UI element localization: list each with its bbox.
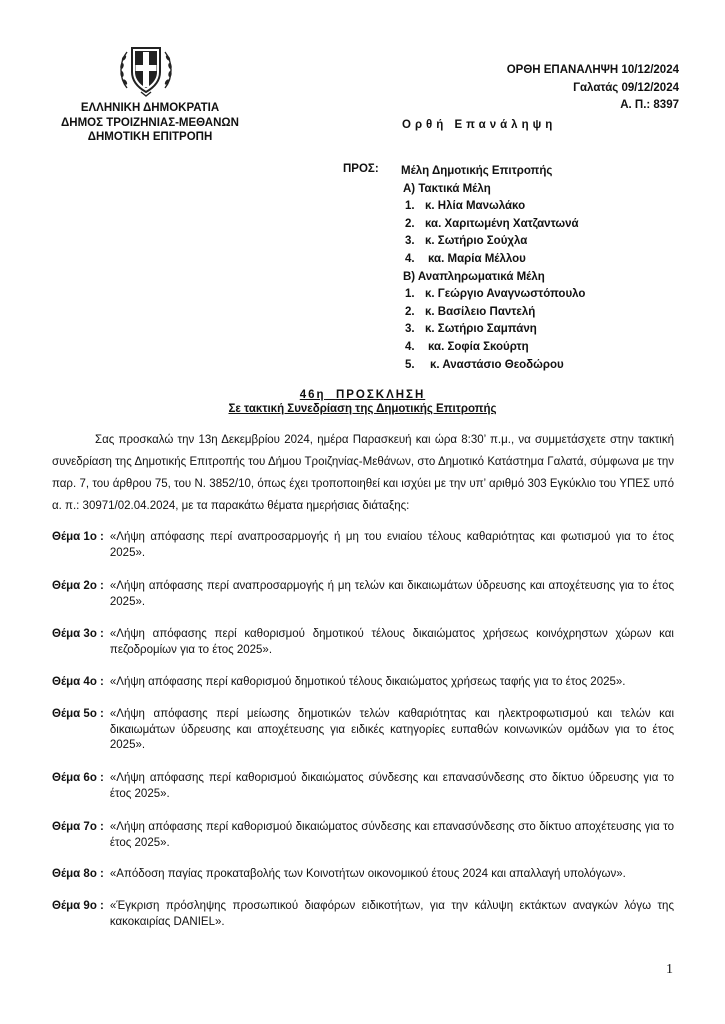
member-name: κα. Μαρία Μέλλου	[428, 252, 526, 265]
topic-text: «Έγκριση πρόσληψης προσωπικού διαφόρων ειδικοτήτων, για την κάλυψη εκτάκτων αναγκών λόγω της κακοκαιρίας DANIEL».	[109, 900, 674, 928]
topic-text: «Λήψη απόφασης περί καθορισμού δικαιώματος σύνδεσης και επανασύνδεσης στο δίκτυο αποχέτευσης για το έτος 2025».	[109, 821, 674, 849]
authority-line: ΔΗΜΟΤΙΚΗ ΕΠΙΤΡΟΠΗ	[87, 131, 213, 143]
topic-label: Θέμα 9ο :	[52, 900, 104, 912]
authority-block	[50, 101, 250, 145]
member-name: κα. Χαριτωμένη Χατζαντωνά	[425, 217, 579, 230]
topic-label: Θέμα 5ο :	[52, 708, 104, 720]
topic-label: Θέμα 7ο :	[52, 821, 104, 833]
topic-label: Θέμα 4ο :	[52, 676, 104, 688]
topic-label: Θέμα 6ο :	[52, 772, 104, 784]
invitation-number: 46η	[299, 389, 326, 401]
topic-label: Θέμα 2ο :	[52, 580, 104, 592]
list-item	[401, 321, 585, 339]
page-number: 1	[666, 962, 673, 977]
invitation-subtitle: Σε τακτική Συνεδρίαση της Δημοτικής Επιτροπής	[228, 403, 497, 415]
agenda-item	[52, 771, 674, 802]
correction-date: ΟΡΘΗ ΕΠΑΝΑΛΗΨΗ 10/12/2024	[506, 64, 679, 76]
place-date: Γαλατάς 09/12/2024	[573, 82, 679, 94]
agenda-item	[52, 820, 674, 851]
invitation-title	[0, 389, 725, 401]
invitation-heading: ΠΡΟΣΚΛΗΣΗ	[335, 389, 426, 401]
topic-label: Θέμα 1ο :	[52, 531, 104, 543]
list-number: 1.	[405, 288, 415, 301]
list-number: 3.	[405, 323, 415, 336]
coat-of-arms-icon	[115, 38, 177, 100]
agenda-item	[52, 675, 674, 691]
agenda-item	[52, 627, 674, 658]
member-name: κ. Σωτήριο Σούχλα	[425, 235, 528, 248]
list-item	[401, 216, 585, 234]
topic-text: «Λήψη απόφασης περί αναπροσαρμογής ή μη τελών και δικαιωμάτων ύδρευσης και αποχέτευσης για το έτος 2025».	[109, 580, 674, 608]
list-item	[401, 357, 585, 375]
topic-label: Θέμα 8ο :	[52, 868, 104, 880]
agenda-item	[52, 707, 674, 754]
topic-label: Θέμα 3ο :	[52, 628, 104, 640]
member-name: κ. Αναστάσιο Θεοδώρου	[430, 358, 564, 371]
agenda-item	[52, 579, 674, 610]
intro-paragraph: Σας προσκαλώ την 13η Δεκεμβρίου 2024, ημέρα Παρασκευή και ώρα 8:30’ π.μ., να συμμετάσχετε στην τακτική συνεδρίαση της Δημοτικής Επιτροπής του Δήμου Τροιζηνίας-Μεθάνων, στο Δημοτικό Κατάστημα Γαλατά, σύμφωνα με την παρ. 7, του άρθρου 75, του Ν. 3852/10, όπως έχει τροποποιηθεί και ισχύει με την υπ’ αριθμό 303 Εγκύκλιο του ΥΠΕΣ υπό α. π.: 30971/02.04.2024, με τα παρακάτω θέματα ημερήσιας διάταξης:	[52, 434, 674, 512]
member-name: κ. Σωτήριο Σαμπάνη	[425, 323, 537, 336]
list-number: 1.	[405, 200, 415, 213]
correction-label: Ορθή Επανάληψη	[402, 119, 557, 131]
group-heading: Α) Τακτικά Μέλη	[403, 182, 491, 195]
topic-text: «Λήψη απόφασης περί καθορισμού δημοτικού τέλους δικαιώματος χρήσεως ταφής για το έτος 2025».	[109, 676, 626, 688]
list-item	[401, 304, 585, 322]
topic-text: «Λήψη απόφασης περί καθορισμού δημοτικού τέλους δικαιώματος χρήσεως κοινόχρηστων χώρων και πεζοδρομίων για το έτος 2025».	[109, 628, 674, 656]
recipients-title: Μέλη Δημοτικής Επιτροπής	[401, 165, 553, 177]
list-number: 2.	[405, 217, 415, 230]
list-item	[401, 286, 585, 304]
authority-line: ΔΗΜΟΣ ΤΡΟΙΖΗΝΙΑΣ-ΜΕΘΑΝΩΝ	[61, 116, 239, 129]
member-name: κ. Βασίλειο Παντελή	[425, 305, 536, 318]
list-number: 3.	[405, 235, 415, 248]
protocol-number: Α. Π.: 8397	[620, 99, 679, 111]
agenda-item	[52, 867, 674, 883]
member-name: κα. Σοφία Σκούρτη	[428, 340, 529, 353]
list-number: 5.	[405, 358, 415, 371]
member-name: κ. Ηλία Μανωλάκο	[425, 200, 526, 213]
list-item	[401, 339, 585, 357]
recipients-label: ΠΡΟΣ:	[343, 163, 379, 175]
list-item	[401, 198, 585, 216]
list-number: 4.	[405, 340, 415, 353]
list-number: 4.	[405, 252, 415, 265]
group-heading: Β) Αναπληρωματικά Μέλη	[403, 270, 545, 283]
member-name: κ. Γεώργιο Αναγνωστόπουλο	[425, 288, 586, 301]
list-item	[401, 251, 585, 269]
agenda-item	[52, 899, 674, 930]
topic-text: «Λήψη απόφασης περί αναπροσαρμογής ή μη του ενιαίου τέλους καθαριότητας και φωτισμού για το έτος 2025».	[109, 531, 674, 559]
topic-text: «Λήψη απόφασης περί καθορισμού δικαιώματος σύνδεσης και επανασύνδεσης στο δίκτυο ύδρευσης για το έτος 2025».	[109, 772, 674, 800]
list-item	[401, 233, 585, 251]
list-number: 2.	[405, 305, 415, 318]
authority-line: ΕΛΛΗΝΙΚΗ ΔΗΜΟΚΡΑΤΙΑ	[80, 102, 220, 114]
topic-text: «Λήψη απόφασης περί μείωσης δημοτικών τελών καθαριότητας και ηλεκτροφωτισμού και τελών και δικαιωμάτων ύδρευσης και αποχέτευσης για ειδικές κατηγορίες ευπαθών κοινωνικών ομάδων για το έτος 2025».	[109, 708, 674, 751]
topic-text: «Απόδοση παγίας προκαταβολής των Κοινοτήτων οικονομικού έτους 2024 και απαλλαγή υπολόγων».	[109, 868, 626, 880]
recipients-list	[401, 163, 585, 374]
agenda-item	[52, 530, 674, 561]
